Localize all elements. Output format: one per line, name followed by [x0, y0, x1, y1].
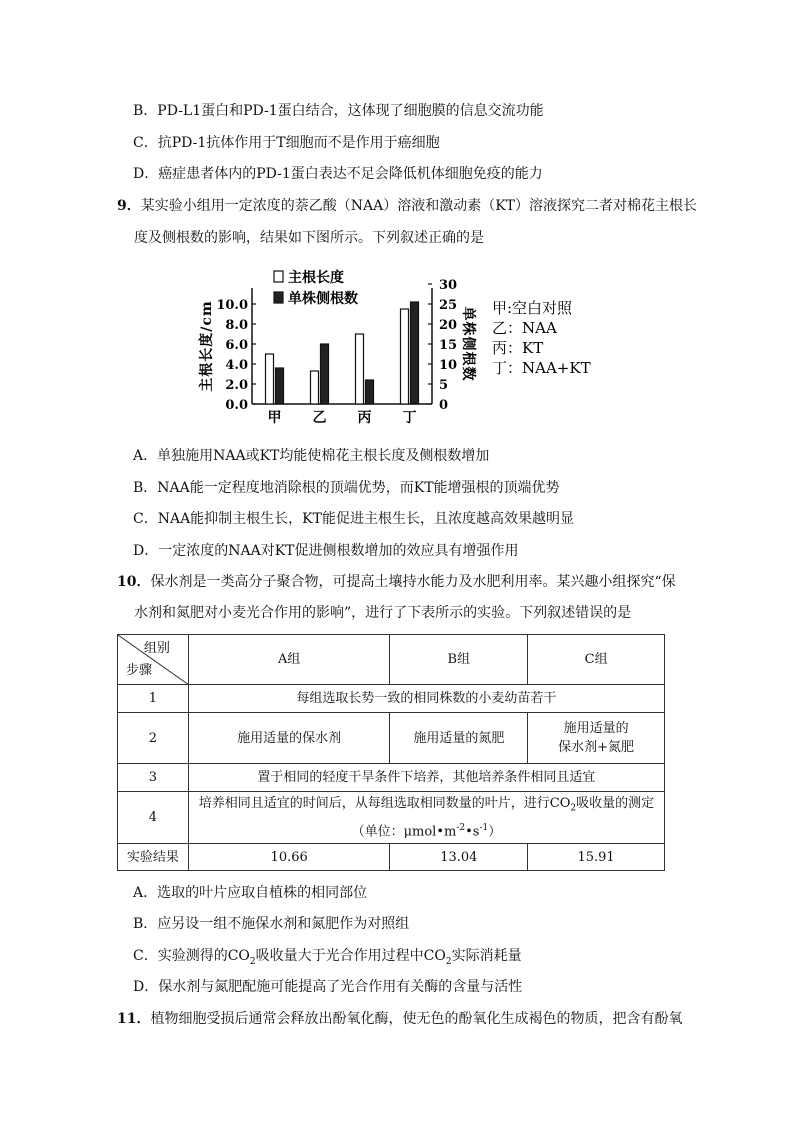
- step-cell: 4: [118, 792, 189, 844]
- y-tick-label-left: 4.0: [225, 358, 248, 373]
- legend-main-root: 主根长度: [288, 270, 344, 286]
- unit-exp2: -1: [479, 822, 489, 833]
- y-tick-label-right: 15: [439, 338, 458, 353]
- table-row: [118, 792, 665, 844]
- co2-subscript: 2: [570, 803, 577, 814]
- question-10-option-A: A．选取的叶片应取自植株的相同部位: [133, 885, 368, 901]
- bar-chart: [196, 268, 616, 428]
- y-axis-label-right: 单株侧根数: [460, 306, 476, 382]
- question-9-option-C: C．NAA能抑制主根生长，KT能促进主根生长，且浓度越高效果越明显: [133, 511, 574, 527]
- y-tick-label-right: 25: [439, 298, 458, 313]
- y-tick-label-left: 10.0: [216, 298, 248, 313]
- y-tick-label-right: 0: [439, 398, 449, 413]
- step2-group-B: 施用适量的氮肥: [390, 713, 528, 764]
- bar-lateral-root-4: [411, 302, 419, 404]
- corner-bottom-label: 步骤: [126, 663, 153, 678]
- unit-c: ）: [488, 823, 502, 839]
- bar-lateral-root-2: [321, 344, 329, 404]
- table-row: [118, 685, 665, 713]
- option-C-part-a: C．实验测得的CO: [133, 948, 250, 964]
- y-tick-label-left: 8.0: [225, 318, 248, 333]
- header-group-A: A组: [188, 635, 390, 685]
- result-A: 10.66: [188, 844, 390, 871]
- bar-main-root-3: [356, 334, 364, 404]
- option-C-part-c: 实际消耗量: [451, 948, 522, 964]
- table-row: [118, 764, 665, 792]
- question-9-option-D: D．一定浓度的NAA对KT促进侧根数增加的效应具有增强作用: [133, 543, 519, 559]
- result-C: 15.91: [528, 844, 665, 871]
- step-cell: 1: [118, 685, 189, 713]
- question-11-stem-line1: 植物细胞受损后通常会释放出酚氧化酶，使无色的酚氧化生成褐色的物质，把含有酚氧: [150, 1011, 683, 1027]
- header-group-B: B组: [390, 635, 528, 685]
- step4-unit: [193, 819, 660, 841]
- bar-lateral-root-3: [366, 380, 374, 404]
- question-9-stem-line2: 度及侧根数的影响，结果如下图所示。下列叙述正确的是: [134, 230, 484, 246]
- unit-exp1: -2: [456, 822, 466, 833]
- y-tick-label-right: 10: [439, 358, 458, 373]
- bar-main-root-4: [401, 309, 409, 404]
- note-bing: 丙：KT: [492, 339, 544, 357]
- question-10-option-B: B．应另设一组不施保水剂和氮肥作为对照组: [133, 916, 410, 932]
- legend-swatch-main-root: [274, 271, 283, 282]
- legend-lateral-root: 单株侧根数: [288, 291, 358, 307]
- question-9-stem-line1: 某实验小组用一定浓度的萘乙酸（NAA）溶液和激动素（KT）溶液探究二者对棉花主根长: [140, 198, 698, 214]
- table-header-row: [118, 635, 665, 685]
- option-prev-C: C．抗PD-1抗体作用于T细胞而不是作用于癌细胞: [133, 135, 440, 151]
- question-9-option-B: B．NAA能一定程度地消除根的顶端优势，而KT能增强根的顶端优势: [133, 480, 560, 496]
- y-tick-label-right: 5: [439, 378, 449, 393]
- question-9-option-A: A．单独施用NAA或KT均能使棉花主根长度及侧根数增加: [133, 448, 490, 464]
- x-tick-label: 丁: [402, 410, 417, 426]
- option-prev-B: B．PD-L1蛋白和PD-1蛋白结合，这体现了细胞膜的信息交流功能: [133, 103, 544, 119]
- x-tick-label: 丙: [357, 410, 372, 426]
- table-row: [118, 713, 665, 764]
- note-yi: 乙：NAA: [492, 319, 557, 337]
- step3-text: 置于相同的轻度干旱条件下培养，其他培养条件相同且适宜: [188, 764, 664, 792]
- option-C-sub2: 2: [445, 956, 452, 967]
- unit-b: •s: [465, 823, 480, 839]
- x-tick-label: 甲: [267, 410, 282, 426]
- unit-a: （单位：μmol•m: [351, 823, 457, 839]
- step4-text-a: 培养相同且适宜的时间后，从每组选取相同数量的叶片，进行CO: [198, 796, 571, 812]
- step-cell: 2: [118, 713, 189, 764]
- question-10-stem-line2: 水剂和氮肥对小麦光合作用的影响”，进行了下表所示的实验。下列叙述错误的是: [134, 605, 632, 621]
- question-10-option-C: [133, 946, 522, 972]
- question-9-number: 9．: [117, 198, 141, 214]
- y-tick-label-left: 2.0: [225, 378, 248, 393]
- table-row: [118, 844, 665, 871]
- header-group-C: C组: [528, 635, 665, 685]
- option-C-part-b: 吸收量大于光合作用过程中CO: [255, 948, 446, 964]
- question-10-stem: [117, 572, 676, 592]
- y-tick-label-left: 0.0: [225, 398, 248, 413]
- experiment-table: [117, 634, 665, 871]
- note-jia: 甲:空白对照: [492, 299, 573, 317]
- step2-group-C-line1: 施用适量的: [563, 721, 629, 736]
- question-10-number: 10．: [117, 574, 151, 590]
- y-tick-label-right: 30: [439, 278, 458, 293]
- step2-group-C: [528, 713, 665, 764]
- question-9-stem: [117, 196, 697, 216]
- step4-text-b: 吸收量的测定: [576, 796, 655, 812]
- question-10-stem-line1: 保水剂是一类高分子聚合物，可提高土壤持水能力及水肥利用率。某兴趣小组探究“保: [150, 574, 676, 590]
- y-axis-label-left: 主根长度/cm: [199, 300, 215, 392]
- legend-swatch-lateral-root: [274, 292, 283, 303]
- step2-group-A: 施用适量的保水剂: [188, 713, 390, 764]
- question-10-option-D: D．保水剂与氮肥配施可能提高了光合作用有关酶的含量与活性: [133, 979, 523, 995]
- step4-text: [188, 792, 664, 844]
- result-B: 13.04: [390, 844, 528, 871]
- y-tick-label-left: 6.0: [225, 338, 248, 353]
- bar-main-root-1: [266, 354, 274, 404]
- question-11-stem: [117, 1009, 682, 1029]
- option-C-sub1: 2: [249, 956, 256, 967]
- bar-main-root-2: [311, 371, 319, 404]
- y-tick-label-right: 20: [439, 318, 458, 333]
- step-cell: 3: [118, 764, 189, 792]
- step2-group-C-line2: 保水剂+氮肥: [558, 740, 635, 755]
- corner-cell: [118, 635, 189, 685]
- x-tick-label: 乙: [312, 410, 327, 426]
- corner-top-label: 组别: [143, 641, 170, 656]
- option-prev-D: D．癌症患者体内的PD-1蛋白表达不足会降低机体细胞免疫的能力: [133, 166, 543, 182]
- result-label: 实验结果: [118, 844, 189, 871]
- question-11-number: 11．: [117, 1011, 151, 1027]
- step4-line1: [193, 794, 660, 819]
- bar-lateral-root-1: [276, 368, 284, 404]
- step1-text: 每组选取长势一致的相同株数的小麦幼苗若干: [188, 685, 664, 713]
- note-ding: 丁：NAA+KT: [492, 359, 591, 377]
